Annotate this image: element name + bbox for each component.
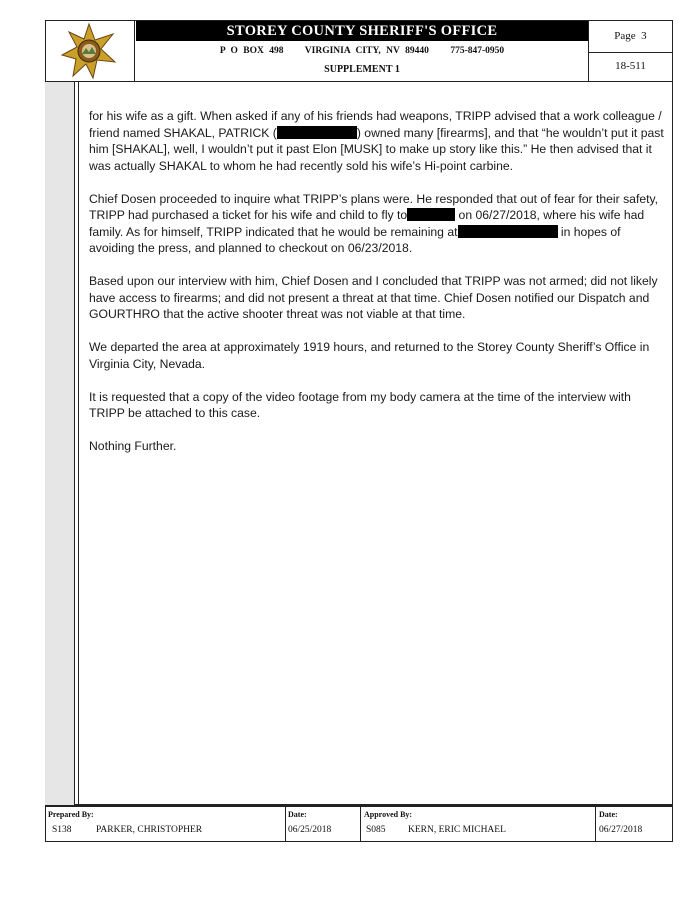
- left-margin-line: [75, 82, 79, 805]
- page-divider: [588, 52, 673, 53]
- redaction-block: [407, 208, 455, 221]
- page-number: Page 3: [614, 30, 647, 42]
- footer-divider: [285, 805, 286, 842]
- redaction-block: [277, 126, 357, 139]
- paragraph-2: [89, 191, 667, 257]
- approved-by-id: S085: [366, 825, 386, 835]
- office-title: STOREY COUNTY SHERIFF'S OFFICE: [136, 21, 588, 41]
- paragraph-4: We departed the area at approximately 1919 hours, and returned to the Storey County Sheriff’s Office in Virginia City, Nevada.: [89, 340, 650, 371]
- signature-footer: [45, 805, 673, 842]
- paragraph-2-part-b: on 06/27/2018, where his wife had family. As for himself, TRIPP indicated that he would be remaining at: [89, 208, 645, 239]
- approved-by-name: KERN, ERIC MICHAEL: [408, 825, 506, 835]
- footer-divider: [595, 805, 596, 842]
- prepared-date: 06/25/2018: [288, 825, 332, 835]
- prepared-by-id: S138: [52, 825, 72, 835]
- approved-date: 06/27/2018: [599, 825, 643, 835]
- redaction-block: [458, 225, 558, 238]
- paragraph-5: It is requested that a copy of the video footage from my body camera at the time of the interview with TRIPP be attached to this case.: [89, 389, 631, 420]
- paragraph-2-part-a: Chief Dosen proceeded to inquire what TRIPP’s plans were. He responded that out of fear for their safety, TRIPP had purchased a ticket for his wife and child to fly to: [89, 191, 659, 222]
- approved-date-label: Date:: [599, 810, 618, 819]
- paragraph-2-part-c: in hopes of avoiding the press, and planned to checkout on 06/23/2018.: [89, 224, 621, 255]
- footer-divider: [360, 805, 361, 842]
- left-margin-rail: [45, 82, 75, 805]
- prepared-by-name: PARKER, CHRISTOPHER: [96, 825, 203, 835]
- narrative-text: [89, 108, 667, 471]
- sheriff-star-badge-icon: [59, 22, 119, 80]
- paragraph-1: [89, 108, 667, 174]
- prepared-by-label: Prepared By:: [48, 810, 94, 819]
- paragraph-3: Based upon our interview with him, Chief Dosen and I concluded that TRIPP was not armed; did not likely have access to firearms; and did not present a threat at that time. Chief Dosen notified our Dispatch and GOURTHRO that the active shooter threat was not viable at that time.: [89, 274, 658, 321]
- logo-cell: [45, 20, 135, 82]
- supplement-label: SUPPLEMENT 1: [324, 64, 400, 75]
- address-line: P O BOX 498 VIRGINIA CITY, NV 89440 775-847-0950: [219, 46, 505, 56]
- case-number: 18-511: [615, 60, 646, 72]
- paragraph-1-part-b: ) owned many [firearms], and that “he wouldn’t put it past him [SHAKAL], well, I wouldn’t put it past Elon [MUSK] to make up story like this.” He then advised that it was actually SHAKAL to whom he had recently sold his wife’s Hi-point carbine.: [89, 125, 664, 173]
- paragraph-1-part-a: for his wife as a gift. When asked if any of his friends had weapons, TRIPP advised that a work colleague / friend named SHAKAL, PATRICK (: [89, 109, 662, 140]
- prepared-date-label: Date:: [288, 810, 307, 819]
- paragraph-6: Nothing Further.: [89, 439, 177, 453]
- approved-by-label: Approved By:: [364, 810, 413, 819]
